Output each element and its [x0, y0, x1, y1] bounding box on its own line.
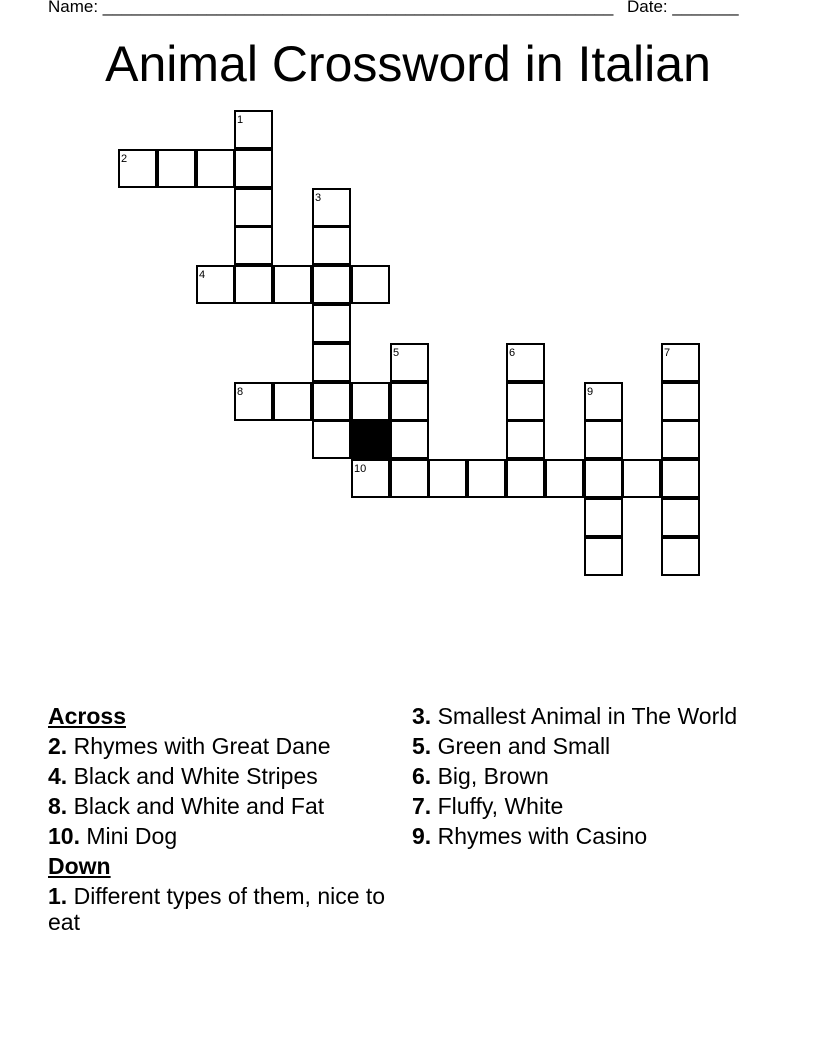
clue-number: 7.	[412, 793, 432, 819]
grid-cell[interactable]	[234, 110, 273, 149]
clue-number: 5.	[412, 733, 432, 759]
clue-item	[48, 763, 388, 789]
grid-cell[interactable]	[312, 188, 351, 227]
grid-cell[interactable]	[273, 382, 312, 421]
grid-cell[interactable]	[545, 459, 584, 498]
grid-cell[interactable]	[351, 459, 390, 498]
date-field[interactable]: Date: _______	[627, 0, 739, 16]
grid-cell[interactable]	[506, 459, 545, 498]
clue-number: 2	[121, 153, 128, 165]
grid-cell[interactable]	[234, 188, 273, 227]
grid-cell[interactable]	[622, 459, 661, 498]
clue-number: 3	[315, 192, 322, 204]
clue-item	[412, 733, 742, 759]
grid-cell[interactable]	[428, 459, 467, 498]
clue-number: 4.	[48, 763, 68, 789]
grid-cell[interactable]	[506, 343, 545, 382]
across-heading: Across	[48, 703, 126, 729]
clue-item	[412, 703, 742, 729]
clue-number: 8	[237, 386, 244, 398]
clue-number: 6.	[412, 763, 432, 789]
clue-text: Black and White Stripes	[67, 763, 318, 789]
page-title: Animal Crossword in Italian	[105, 36, 711, 92]
clue-number: 6	[509, 347, 516, 359]
grid-cell[interactable]	[661, 459, 700, 498]
clue-text: Green and Small	[431, 733, 611, 759]
grid-cell[interactable]	[312, 226, 351, 265]
grid-cell[interactable]	[584, 382, 623, 421]
grid-cell[interactable]	[661, 343, 700, 382]
clue-number: 10	[354, 463, 367, 475]
grid-cell[interactable]	[584, 537, 623, 576]
grid-cell[interactable]	[584, 498, 623, 537]
grid-cell[interactable]	[661, 382, 700, 421]
grid-cell[interactable]	[390, 420, 429, 459]
grid-cell[interactable]	[390, 382, 429, 421]
clue-number: 8.	[48, 793, 68, 819]
down-heading: Down	[48, 853, 111, 879]
grid-cell[interactable]	[234, 149, 273, 188]
grid-cell[interactable]	[273, 265, 312, 304]
grid-cell[interactable]	[312, 265, 351, 304]
grid-cell[interactable]	[234, 265, 273, 304]
grid-cell[interactable]	[312, 420, 351, 459]
clue-text: Smallest Animal in The World	[431, 703, 738, 729]
grid-cell[interactable]	[506, 382, 545, 421]
clue-item	[412, 793, 742, 819]
clue-number: 2.	[48, 733, 68, 759]
grid-cell[interactable]	[157, 149, 196, 188]
grid-cell[interactable]	[196, 149, 235, 188]
grid-cell[interactable]	[584, 420, 623, 459]
down-clue-list-continued	[412, 703, 742, 849]
grid-cell[interactable]	[506, 420, 545, 459]
clue-number: 5	[393, 347, 400, 359]
clue-number: 10.	[48, 823, 80, 849]
grid-cell[interactable]	[390, 343, 429, 382]
clue-number: 1	[237, 114, 244, 126]
grid-cell[interactable]	[351, 265, 390, 304]
clue-item	[48, 793, 388, 819]
grid-cell[interactable]	[196, 265, 235, 304]
clue-text: Mini Dog	[79, 823, 178, 849]
across-clue-list	[48, 733, 388, 849]
grid-cell[interactable]	[234, 226, 273, 265]
clue-item	[48, 883, 388, 935]
grid-cell[interactable]	[661, 498, 700, 537]
black-cell	[351, 420, 390, 459]
clue-item	[412, 763, 742, 789]
grid-cell[interactable]	[467, 459, 506, 498]
clue-text: Fluffy, White	[431, 793, 564, 819]
clue-text: Big, Brown	[431, 763, 549, 789]
grid-cell[interactable]	[312, 304, 351, 343]
clue-number: 9.	[412, 823, 432, 849]
clue-text: Rhymes with Casino	[431, 823, 648, 849]
clue-text: Different types of them, nice to eat	[48, 883, 386, 935]
grid-cell[interactable]	[584, 459, 623, 498]
clue-item	[48, 823, 388, 849]
grid-cell[interactable]	[390, 459, 429, 498]
clue-number: 9	[587, 386, 594, 398]
clues-left-column	[48, 703, 388, 939]
clue-text: Rhymes with Great Dane	[67, 733, 331, 759]
down-clue-list	[48, 883, 388, 935]
grid-cell[interactable]	[234, 382, 273, 421]
grid-cell[interactable]	[118, 149, 157, 188]
grid-cell[interactable]	[661, 420, 700, 459]
clue-item	[412, 823, 742, 849]
name-field[interactable]: Name: ______________________________________________________	[48, 0, 614, 16]
clue-number: 7	[664, 347, 671, 359]
grid-cell[interactable]	[351, 382, 390, 421]
clue-number: 1.	[48, 883, 68, 909]
clue-text: Black and White and Fat	[67, 793, 325, 819]
clue-number: 3.	[412, 703, 432, 729]
clue-item	[48, 733, 388, 759]
grid-cell[interactable]	[312, 343, 351, 382]
clues-right-column	[412, 703, 742, 853]
grid-cell[interactable]	[661, 537, 700, 576]
grid-cell[interactable]	[312, 382, 351, 421]
clue-number: 4	[199, 269, 206, 281]
